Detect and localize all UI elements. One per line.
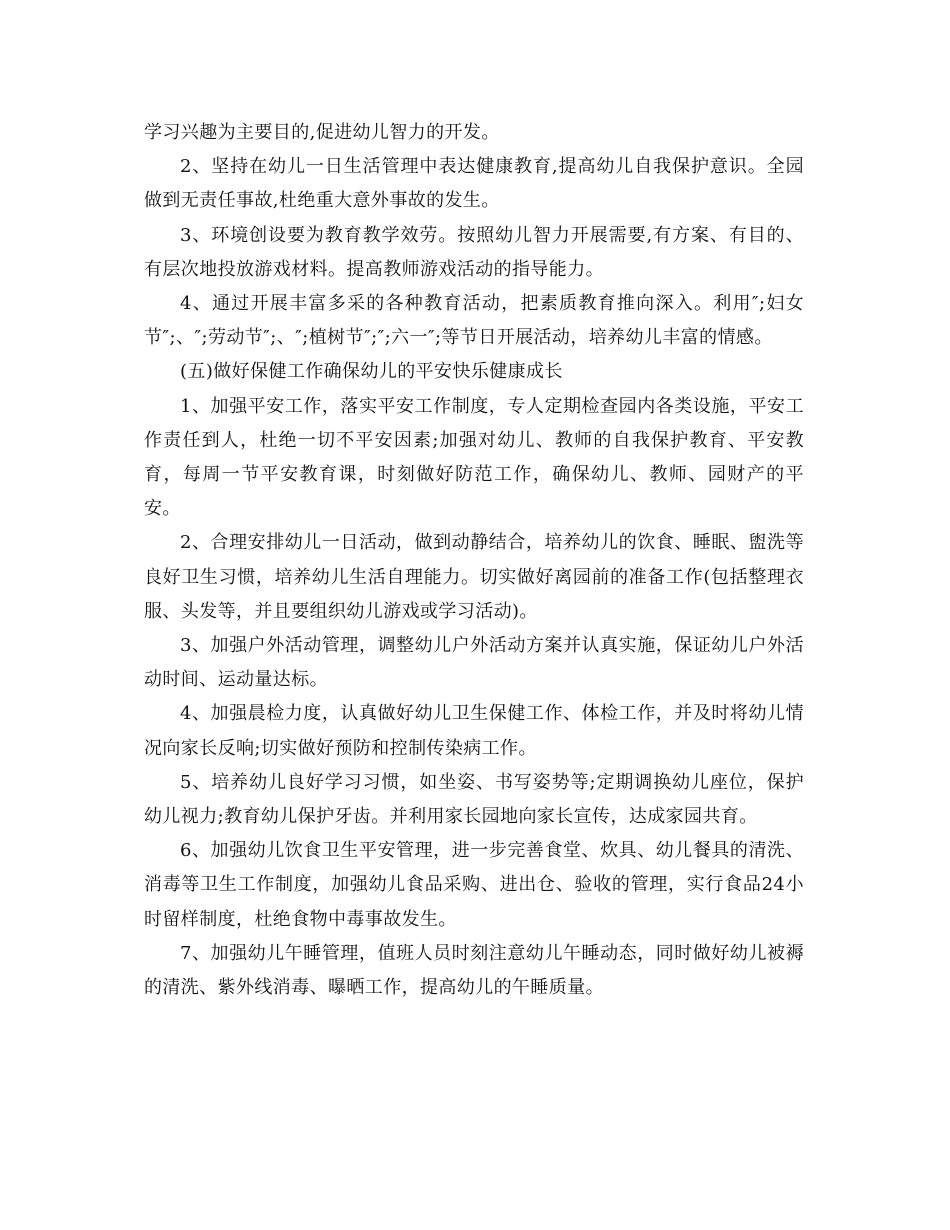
section-heading-5: (五)做好保健工作确保幼儿的平安快乐健康成长 [180,361,563,383]
paragraph-safety-7: 7、加强幼儿午睡管理，值班人员时刻注意幼儿午睡动态，同时做好幼儿被褥的清洗、紫外线消毒、曝晒工作，提高幼儿的午睡质量。 [144,942,804,999]
paragraph-continued: 学习兴趣为主要目的,促进幼儿智力的开发。 [144,122,500,143]
paragraph-item-2: 2、坚持在幼儿一日生活管理中表达健康教育,提高幼儿自我保护意识。全园做到无责任事故,杜绝重大意外事故的发生。 [144,156,804,212]
paragraph-safety-6: 6、加强幼儿饮食卫生平安管理，进一步完善食堂、炊具、幼儿餐具的清洗、消毒等卫生工作制度，加强幼儿食品采购、进出仓、验收的管理，实行食品24小时留样制度，杜绝食物中毒事故发生。 [144,840,804,930]
paragraph-safety-3: 3、加强户外活动管理，调整幼儿户外活动方案并认真实施，保证幼儿户外活动时间、运动量达标。 [144,635,804,691]
paragraph-safety-4: 4、加强晨检力度，认真做好幼儿卫生保健工作、体检工作，并及时将幼儿情况向家长反响;切实做好预防和控制传染病工作。 [144,703,804,759]
paragraph-safety-2: 2、合理安排幼儿一日活动，做到动静结合，培养幼儿的饮食、睡眠、盥洗等良好卫生习惯，培养幼儿生活自理能力。切实做好离园前的准备工作(包括整理衣服、头发等，并且要组织幼儿游戏或学习活动)。 [144,532,804,622]
body-text [144,116,804,1005]
paragraph-item-3: 3、环境创设要为教育教学效劳。按照幼儿智力开展需要,有方案、有目的、有层次地投放游戏材料。提高教师游戏活动的指导能力。 [144,224,804,280]
paragraph-safety-1: 1、加强平安工作，落实平安工作制度，专人定期检查园内各类设施，平安工作责任到人，杜绝一切不平安因素;加强对幼儿、教师的自我保护教育、平安教育，每周一节平安教育课，时刻做好防范工作，确保幼儿、教师、园财产的平安。 [144,395,804,520]
paragraph-safety-5: 5、培养幼儿良好学习习惯，如坐姿、书写姿势等;定期调换幼儿座位，保护幼儿视力;教育幼儿保护牙齿。并利用家长园地向家长宣传，达成家园共育。 [144,771,804,828]
paragraph-item-4: 4、通过开展丰富多采的各种教育活动，把素质教育推向深入。利用″;妇女节″;、″;劳动节″;、″;植树节″;″;六一″;等节日开展活动，培养幼儿丰富的情感。 [144,293,804,349]
